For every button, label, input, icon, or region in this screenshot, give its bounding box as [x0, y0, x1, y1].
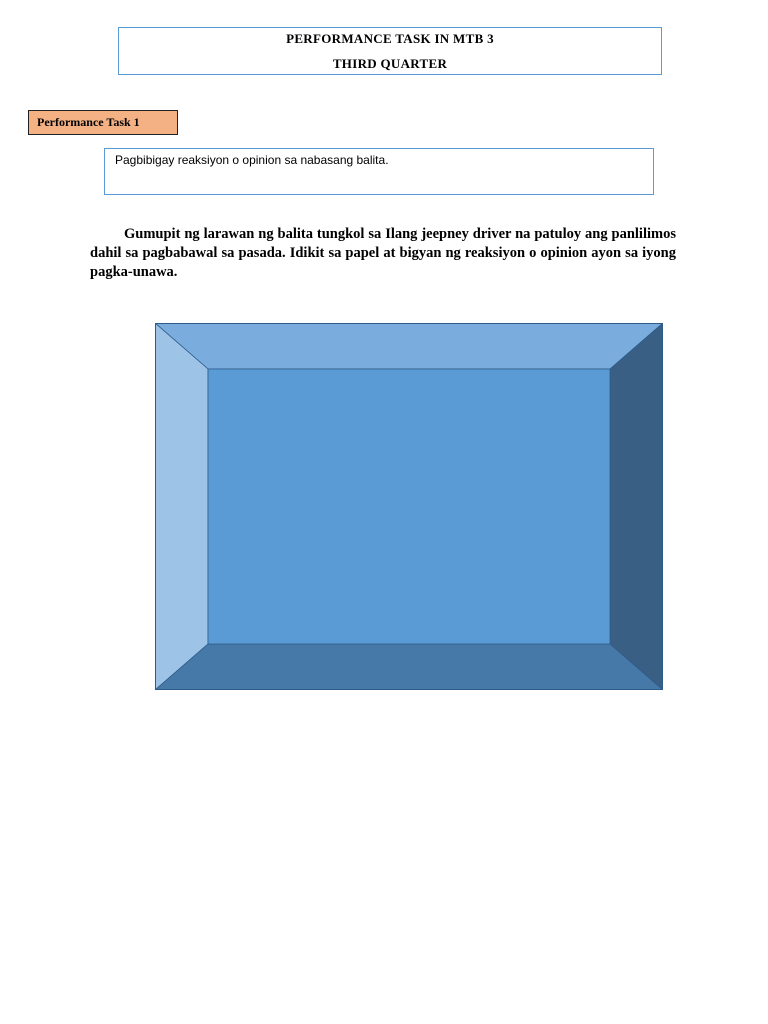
frame-left-bevel	[155, 323, 208, 690]
performance-task-label: Performance Task 1	[28, 110, 178, 135]
frame-bottom-bevel	[155, 644, 663, 690]
picture-frame	[155, 323, 663, 690]
task-instruction-box: Pagbibigay reaksiyon o opinion sa nabasang balita.	[104, 148, 654, 195]
title-box	[118, 27, 662, 75]
bevel-frame-graphic	[155, 323, 663, 690]
frame-right-bevel	[610, 323, 663, 690]
frame-center-panel	[208, 369, 610, 644]
title-line-1: PERFORMANCE TASK IN MTB 3	[286, 31, 494, 46]
frame-top-bevel	[155, 323, 663, 369]
instruction-paragraph: Gumupit ng larawan ng balita tungkol sa Ilang jeepney driver na patuloy ang panlilimos dahil sa pagbabawal sa pasada. Idikit sa papel at bigyan ng reaksiyon o opinion ayon sa iyong pagka-unawa.	[90, 226, 676, 280]
title-line-2: THIRD QUARTER	[332, 56, 448, 71]
